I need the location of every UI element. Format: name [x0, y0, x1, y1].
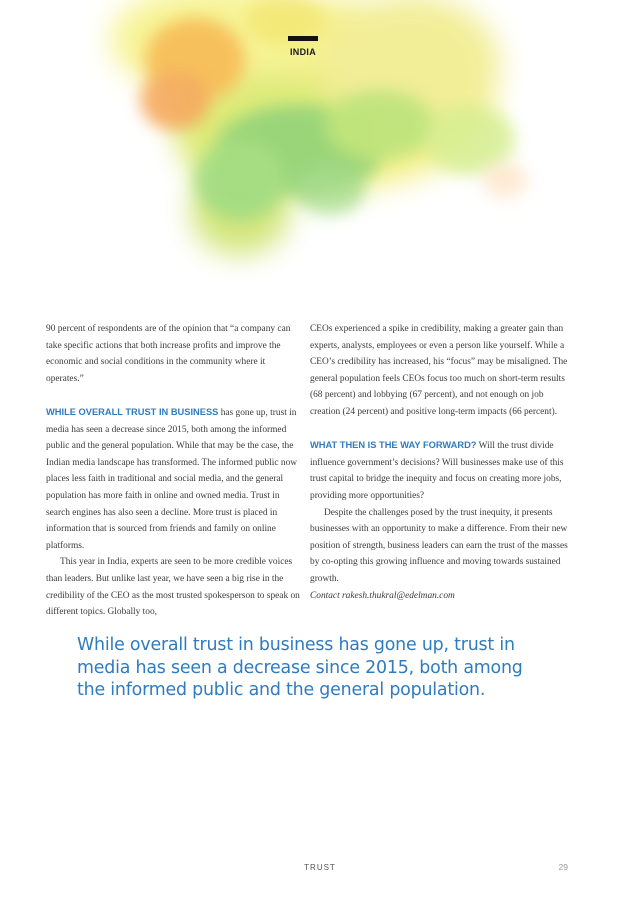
footer-label: TRUST [304, 863, 336, 872]
contact-line: Contact rakesh.thukral@edelman.com [310, 590, 455, 601]
paragraph: This year in India, experts are seen to be more credible voices than leaders. But unlike last year, we have seen a big rise in the credibility of the CEO as the most trusted spokesperson to speak on different topics. Globally too, [46, 557, 300, 618]
right-column [310, 321, 572, 604]
paragraph-text: has gone up, trust in media has seen a decrease since 2015, both among the informed public and the general population. While that may be the case, the Indian media landscape has transformed. The informed public now places less faith in traditional and social media, and the general population has more faith in online and owned media. Trust in search engines has also seen a decline. More trust is placed in information that is sourced from friends and family on online platforms. [46, 407, 298, 551]
left-column [46, 321, 304, 621]
page-number: 29 [558, 862, 568, 872]
paragraph: CEOs experienced a spike in credibility, making a greater gain than experts, analysts, employees or even a person like yourself. While a CEO’s credibility has increased, his “focus” may be misaligned. The general population feels CEOs focus too much on short-term results (68 percent) and lobbying (67 percent), and not enough on job creation (24 percent) and positive long-term impacts (66 percent). [310, 324, 568, 417]
section-label: INDIA [290, 47, 316, 57]
section-marker-bar [288, 36, 318, 41]
run-in-heading: WHILE OVERALL TRUST IN BUSINESS [46, 406, 219, 417]
paragraph: 90 percent of respondents are of the opinion that “a company can take specific actions that both increase profits and improve the economic and social conditions in the community where it operates.” [46, 324, 291, 384]
pull-quote: While overall trust in business has gone up, trust in media has seen a decrease since 2015, both among the informed public and the general population. [77, 635, 523, 700]
paragraph-text: Will the trust divide influence government’s decisions? Will businesses make use of this trust capital to bridge the inequity and focus on creating more jobs, providing more opportunities? [310, 441, 564, 501]
run-in-heading: WHAT THEN IS THE WAY FORWARD? [310, 440, 477, 451]
paragraph [310, 437, 572, 504]
watercolor-splash [0, 0, 638, 300]
paragraph [46, 404, 304, 554]
paragraph: Despite the challenges posed by the trust inequity, it presents businesses with an opportunity to make a difference. From their new position of strength, business leaders can earn the trust of the masses by co-opting this growing influence and moving towards sustained growth. [310, 507, 568, 584]
